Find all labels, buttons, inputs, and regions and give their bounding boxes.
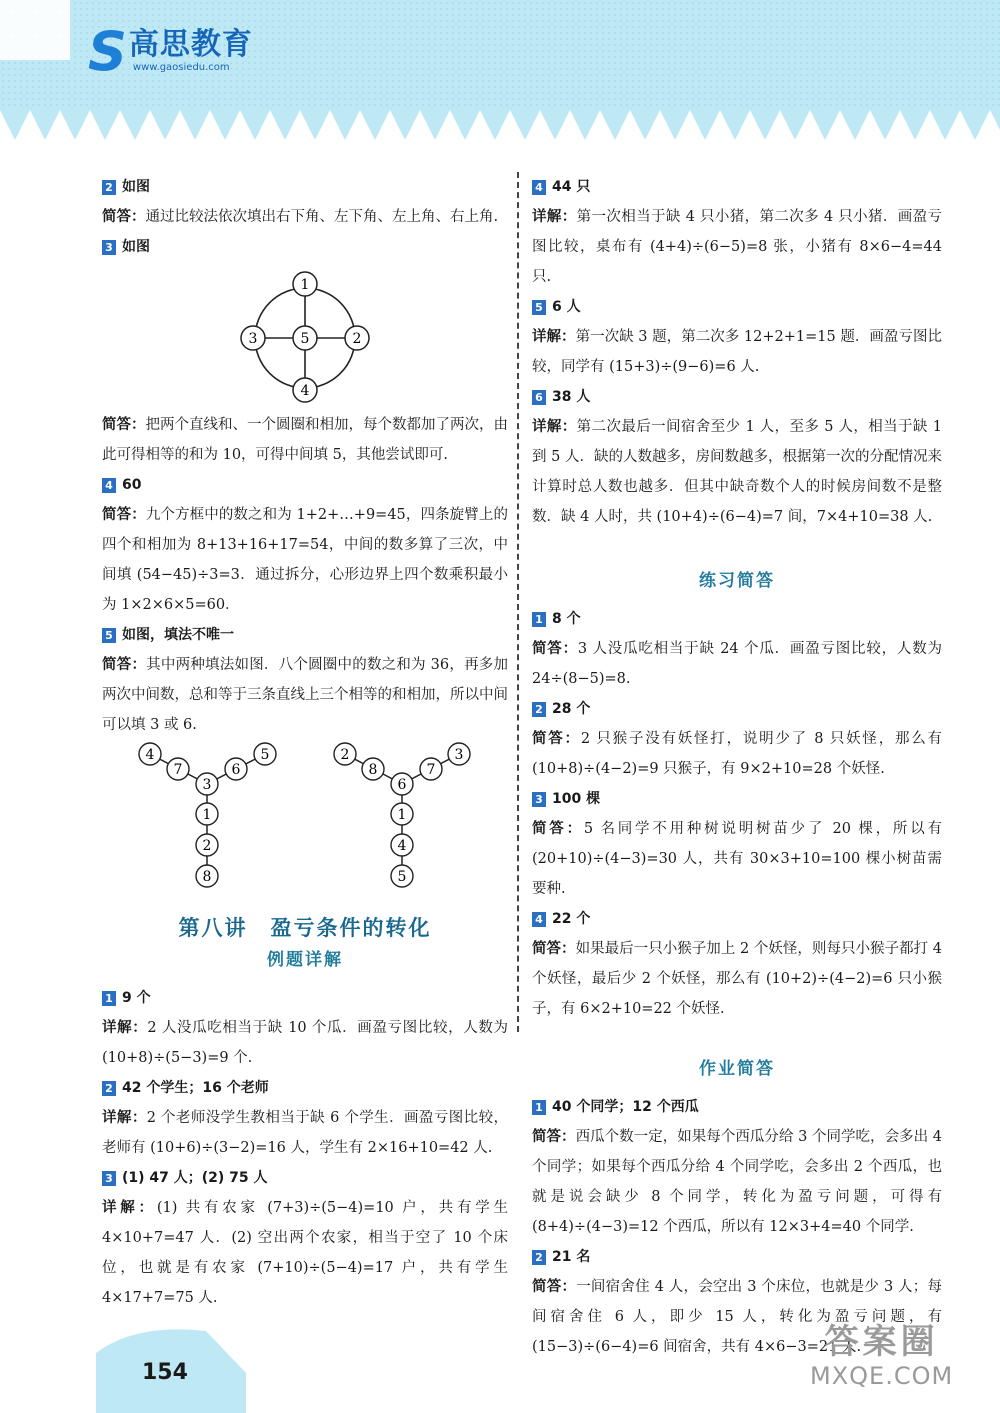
node-label: 7 (173, 762, 183, 778)
explanation-label: 简答： (532, 941, 576, 957)
explanation-text: 2 个老师没学生教相当于缺 6 个学生．画盈亏图比较，老师有 (10+6)÷(3−2)=16 人，学生有 2×16+10=42 人. (102, 1110, 508, 1156)
answer-line (102, 172, 508, 202)
right-column (532, 172, 942, 1362)
node-label: 5 (397, 869, 407, 885)
question-number: 4 (532, 180, 546, 195)
answer-text: 9 个 (122, 990, 151, 1006)
explanation-label: 简答： (102, 417, 146, 433)
answer-line (532, 904, 942, 934)
practice-title: 练习简答 (699, 571, 775, 591)
answer-text: 28 个 (552, 701, 591, 717)
lecture-title: 第八讲 盈亏条件的转化 (178, 916, 432, 940)
node-label: 5 (260, 747, 270, 763)
explanation-label: 详解： (102, 1110, 147, 1126)
node-top-label: 1 (300, 277, 310, 293)
question-number: 3 (532, 792, 546, 807)
answer-text: (1) 47 人；(2) 75 人 (122, 1170, 268, 1186)
explanation (102, 202, 508, 232)
answer-line (532, 172, 942, 202)
explanation-text: 西瓜个数一定，如果每个西瓜分给 3 个同学吃，会多出 4 个同学；如果每个西瓜分给 4 个同学吃，会多出 2 个西瓜，也就是说会缺少 8 个同学，转化为盈亏问题，可得有 (8+4)÷(4−3)=12 个西瓜，所以有 12×3+4=40 个同学. (532, 1129, 942, 1235)
question-number: 1 (532, 1100, 546, 1115)
answer-line (532, 1092, 942, 1122)
explanation-text: (1) 共有农家 (7+3)÷(5−4)=10 户，共有学生 4×10+7=47 人．(2) 空出两个农家，相当于空了 10 个床位，也就是有农家 (7+10)÷(5−4)=17 户，共有学生 4×17+7=75 人. (102, 1200, 508, 1306)
answer-text: 38 人 (552, 389, 591, 405)
answer-text: 如图 (122, 179, 150, 195)
question-number: 6 (532, 390, 546, 405)
node-label: 4 (397, 838, 407, 854)
examples-title: 例题详解 (267, 950, 343, 970)
answer-text: 如图 (122, 239, 150, 255)
explanation-text: 其中两种填法如图．八个圆圈中的数之和为 36，再多加两次中间数，总和等于三条直线上三个相等的和相加，所以中间可以填 3 或 6. (102, 657, 509, 733)
answer-line (532, 1242, 942, 1272)
answer-line (102, 470, 508, 500)
explanation-label: 简答： (532, 821, 584, 837)
answer-text: 22 个 (552, 911, 591, 927)
circle-cross-figure (235, 266, 375, 406)
y-shape-figures (102, 740, 508, 900)
left-column (102, 172, 508, 1313)
question-number: 2 (102, 1081, 116, 1096)
explanation (532, 1122, 942, 1242)
logo-s-mark: S (88, 20, 127, 83)
explanation-label: 简答： (102, 507, 146, 523)
answer-text: 如图，填法不唯一 (122, 627, 234, 643)
node-label: 3 (454, 747, 464, 763)
page-corner-decoration (96, 1323, 356, 1413)
explanation (102, 1013, 508, 1073)
answer-line (532, 382, 942, 412)
answer-text: 100 棵 (552, 791, 601, 807)
explanation (532, 634, 942, 694)
header-banner (0, 0, 1000, 160)
answer-line (532, 292, 942, 322)
explanation-text: 第一次缺 3 题，第二次多 12+2+1=15 题．画盈亏图比较，同学有 (15+3)÷(9−6)=6 人. (532, 329, 943, 375)
explanation-text: 第二次最后一间宿舍至少 1 人，至多 5 人，相当于缺 1 到 5 人．缺的人数越多，房间数越多，根据第一次的分配情况来计算时总人数也越多．但其中缺奇数个人的时候房间数不是整数．缺 4 人时，共 (10+4)÷(6−4)=7 间，7×4+10=38 人. (532, 419, 942, 525)
question-number: 2 (532, 1250, 546, 1265)
question-number: 1 (532, 612, 546, 627)
answer-text: 60 (122, 477, 142, 493)
node-left-label: 3 (248, 331, 258, 347)
explanation-label: 详解： (532, 209, 577, 225)
question-number: 4 (102, 478, 116, 493)
explanation (532, 724, 942, 784)
explanation-label: 简答： (532, 1129, 576, 1145)
explanation (532, 814, 942, 904)
explanation (532, 934, 942, 1024)
node-label: 6 (231, 762, 241, 778)
header-zigzag-decoration (0, 0, 1000, 160)
question-number: 5 (532, 300, 546, 315)
node-label: 2 (202, 838, 212, 854)
explanation (102, 410, 508, 470)
explanation-text: 九个方框中的数之和为 1+2+…+9=45，四条旋臂上的四个和相加为 8+13+16+17=54，中间的数多算了三次，中间填 (54−45)÷3=3．通过拆分，心形边界上四个数乘积最小为 1×2×6×5=60． (102, 507, 508, 613)
explanation-text: 2 只猴子没有妖怪打，说明少了 8 只妖怪，那么有 (10+8)÷(4−2)=9 只猴子，有 9×2+10=28 个妖怪. (532, 731, 943, 777)
node-label: 8 (202, 869, 212, 885)
explanation (102, 1193, 508, 1313)
answer-line (102, 620, 508, 650)
homework-title: 作业简答 (699, 1059, 775, 1079)
explanation (102, 1103, 508, 1163)
node-label: 6 (397, 777, 407, 793)
explanation-text: 2 人没瓜吃相当于缺 10 个瓜．画盈亏图比较，人数为 (10+8)÷(5−3)=9 个. (102, 1020, 508, 1066)
explanation-label: 简答： (532, 641, 578, 657)
watermark-line2: MXQE.COM (810, 1362, 954, 1390)
watermark-line1: 答案圈 (824, 1322, 939, 1362)
question-number: 5 (102, 628, 116, 643)
explanation-label: 简答： (102, 657, 147, 673)
explanation (102, 650, 508, 740)
question-number: 3 (102, 1171, 116, 1186)
node-label: 7 (426, 762, 436, 778)
answer-line (102, 1073, 508, 1103)
answer-line (102, 1163, 508, 1193)
explanation-label: 详解： (102, 1200, 157, 1216)
node-center-label: 5 (300, 331, 310, 347)
explanation-text: 3 人没瓜吃相当于缺 24 个瓜．画盈亏图比较，人数为 24÷(8−5)=8. (532, 641, 942, 687)
explanation-label: 简答： (532, 1279, 577, 1295)
answer-line (102, 983, 508, 1013)
explanation (102, 500, 508, 620)
explanation-text: 把两个直线和、一个圆圈和相加，每个数都加了两次，由此可得相等的和为 10，可得中间填 5，其他尝试即可. (102, 417, 508, 463)
answer-line (102, 232, 508, 262)
explanation-label: 详解： (532, 329, 576, 345)
page-number: 154 (142, 1360, 188, 1385)
column-divider (517, 172, 519, 1032)
explanation-text: 5 名同学不用种树说明树苗少了 20 棵，所以有 (20+10)÷(4−3)=30 人，共有 30×3+10=100 棵小树苗需要种. (532, 821, 942, 897)
explanation-text: 第一次相当于缺 4 只小猪，第二次多 4 只小猪．画盈亏图比较，桌布有 (4+4)÷(6−5)=8 张，小猪有 8×6−4=44 只. (532, 209, 942, 285)
answer-text: 40 个同学；12 个西瓜 (552, 1099, 699, 1115)
explanation-label: 简答： (532, 731, 581, 747)
question-number: 2 (532, 702, 546, 717)
explanation (532, 322, 942, 382)
node-label: 8 (368, 762, 378, 778)
question-number: 4 (532, 912, 546, 927)
explanation-text: 如果最后一只小猴子加上 2 个妖怪，则每只小猴子都打 4 个妖怪，最后少 2 个妖怪，那么有 (10+2)÷(4−2)=6 只小猴子，有 6×2+10=22 个妖怪. (532, 941, 942, 1017)
question-number: 2 (102, 180, 116, 195)
explanation-label: 简答： (102, 209, 146, 225)
answer-line (532, 784, 942, 814)
answer-text: 42 个学生；16 个老师 (122, 1080, 269, 1096)
explanation-text: 通过比较法依次填出右下角、左下角、左上角、右上角. (145, 209, 499, 225)
explanation (532, 412, 942, 532)
node-label: 2 (340, 747, 350, 763)
node-label: 3 (202, 777, 212, 793)
answer-line (532, 604, 942, 634)
question-number: 1 (102, 991, 116, 1006)
answer-text: 44 只 (552, 179, 591, 195)
logo-name: 高思教育 (128, 27, 253, 62)
answer-text: 21 名 (552, 1249, 591, 1265)
answer-line (532, 694, 942, 724)
node-label: 1 (202, 807, 212, 823)
node-right-label: 2 (352, 331, 362, 347)
node-label: 1 (397, 807, 407, 823)
gaosi-logo (88, 20, 253, 83)
explanation-label: 详解： (102, 1020, 148, 1036)
explanation-text: 一间宿舍住 4 人，会空出 3 个床位，也就是少 3 人；每间宿舍住 6 人，即少 15 人，转化为盈亏问题，有 (15−3)÷(6−4)=6 间宿舍，共有 4×6−3=21 人. (532, 1279, 942, 1355)
answer-text: 6 人 (552, 299, 581, 315)
answer-text: 8 个 (552, 611, 581, 627)
logo-url: www.gaosiedu.com (132, 62, 230, 73)
node-bottom-label: 4 (300, 383, 310, 399)
explanation-label: 详解： (532, 419, 577, 435)
explanation (532, 202, 942, 292)
question-number: 3 (102, 240, 116, 255)
watermark (810, 1322, 953, 1390)
node-label: 4 (145, 747, 155, 763)
